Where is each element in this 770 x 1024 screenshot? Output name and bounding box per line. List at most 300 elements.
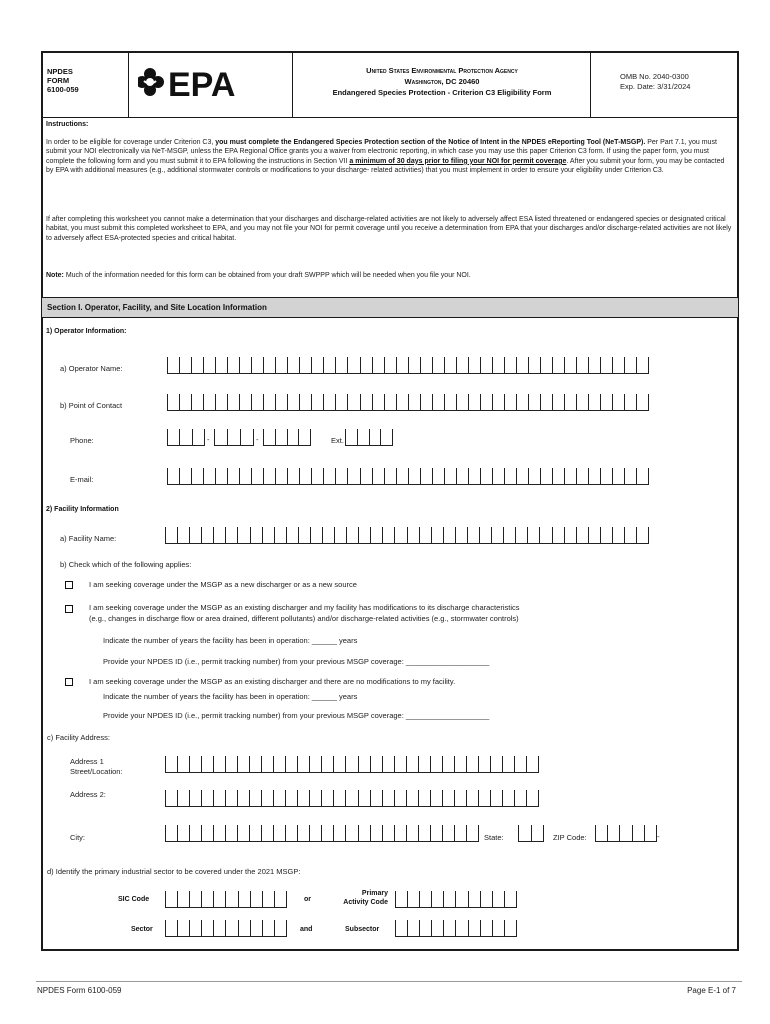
input-cell[interactable]: [421, 357, 433, 373]
input-cell[interactable]: [300, 468, 312, 484]
input-cell[interactable]: [395, 825, 407, 841]
input-cell[interactable]: [252, 468, 264, 484]
input-cell[interactable]: [419, 756, 431, 772]
input-cell[interactable]: [469, 920, 481, 936]
input-cell[interactable]: [565, 527, 577, 543]
input-cell[interactable]: [455, 756, 467, 772]
input-cell[interactable]: [202, 527, 214, 543]
input-cell[interactable]: [359, 527, 371, 543]
input-cell[interactable]: [408, 891, 420, 907]
input-cell[interactable]: [395, 527, 407, 543]
input-cell[interactable]: [371, 825, 383, 841]
input-cell[interactable]: [541, 357, 553, 373]
input-cell[interactable]: [419, 825, 431, 841]
input-cell[interactable]: [288, 468, 300, 484]
facility-name-input[interactable]: [165, 527, 649, 544]
input-cell[interactable]: [481, 468, 493, 484]
input-cell[interactable]: [601, 527, 613, 543]
input-cell[interactable]: [432, 891, 444, 907]
input-cell[interactable]: [395, 790, 407, 806]
input-cell[interactable]: [322, 756, 334, 772]
input-cell[interactable]: [553, 357, 565, 373]
input-cell[interactable]: [168, 468, 180, 484]
input-cell[interactable]: [431, 825, 443, 841]
input-cell[interactable]: [407, 756, 419, 772]
address-1-input[interactable]: [165, 756, 539, 773]
input-cell[interactable]: [445, 394, 457, 410]
input-cell[interactable]: [541, 468, 553, 484]
input-cell[interactable]: [214, 920, 226, 936]
input-cell[interactable]: [443, 790, 455, 806]
input-cell[interactable]: [348, 357, 360, 373]
input-cell[interactable]: [288, 394, 300, 410]
input-cell[interactable]: [192, 468, 204, 484]
operator-name-input[interactable]: [167, 357, 649, 374]
input-cell[interactable]: [286, 756, 298, 772]
input-cell[interactable]: [251, 920, 263, 936]
input-cell[interactable]: [214, 790, 226, 806]
input-cell[interactable]: [608, 825, 620, 841]
input-cell[interactable]: [228, 429, 241, 445]
input-cell[interactable]: [625, 527, 637, 543]
input-cell[interactable]: [251, 891, 263, 907]
input-cell[interactable]: [467, 790, 479, 806]
input-cell[interactable]: [505, 891, 517, 907]
input-cell[interactable]: [596, 825, 608, 841]
input-cell[interactable]: [553, 394, 565, 410]
input-cell[interactable]: [202, 891, 214, 907]
input-cell[interactable]: [408, 527, 420, 543]
input-cell[interactable]: [445, 357, 457, 373]
input-cell[interactable]: [178, 891, 190, 907]
input-cell[interactable]: [216, 357, 228, 373]
input-cell[interactable]: [420, 920, 432, 936]
input-cell[interactable]: [633, 825, 645, 841]
input-cell[interactable]: [286, 790, 298, 806]
input-cell[interactable]: [385, 394, 397, 410]
input-cell[interactable]: [288, 429, 300, 445]
input-cell[interactable]: [419, 790, 431, 806]
input-cell[interactable]: [347, 527, 359, 543]
input-cell[interactable]: [577, 527, 589, 543]
input-cell[interactable]: [421, 468, 433, 484]
input-cell[interactable]: [180, 468, 192, 484]
sector-input[interactable]: [165, 920, 287, 937]
input-cell[interactable]: [397, 468, 409, 484]
input-cell[interactable]: [346, 429, 358, 445]
input-cell[interactable]: [166, 756, 178, 772]
input-cell[interactable]: [409, 468, 421, 484]
input-cell[interactable]: [276, 357, 288, 373]
input-cell[interactable]: [298, 825, 310, 841]
input-cell[interactable]: [274, 790, 286, 806]
input-cell[interactable]: [385, 357, 397, 373]
input-cell[interactable]: [443, 756, 455, 772]
input-cell[interactable]: [516, 527, 528, 543]
input-cell[interactable]: [336, 468, 348, 484]
input-cell[interactable]: [216, 394, 228, 410]
input-cell[interactable]: [336, 357, 348, 373]
input-cell[interactable]: [336, 394, 348, 410]
input-cell[interactable]: [226, 527, 238, 543]
input-cell[interactable]: [515, 790, 527, 806]
input-cell[interactable]: [264, 394, 276, 410]
input-cell[interactable]: [541, 394, 553, 410]
input-cell[interactable]: [431, 790, 443, 806]
input-cell[interactable]: [529, 394, 541, 410]
email-input[interactable]: [167, 468, 649, 485]
input-cell[interactable]: [625, 357, 637, 373]
input-cell[interactable]: [481, 920, 493, 936]
input-cell[interactable]: [519, 825, 532, 841]
input-cell[interactable]: [503, 790, 515, 806]
phone-line-input[interactable]: [263, 429, 311, 446]
input-cell[interactable]: [299, 527, 311, 543]
input-cell[interactable]: [264, 468, 276, 484]
input-cell[interactable]: [168, 357, 180, 373]
input-cell[interactable]: [262, 825, 274, 841]
state-input[interactable]: [518, 825, 544, 842]
input-cell[interactable]: [192, 357, 204, 373]
input-cell[interactable]: [529, 468, 541, 484]
input-cell[interactable]: [515, 756, 527, 772]
input-cell[interactable]: [275, 891, 287, 907]
input-cell[interactable]: [373, 468, 385, 484]
input-cell[interactable]: [166, 920, 178, 936]
input-cell[interactable]: [493, 920, 505, 936]
input-cell[interactable]: [492, 527, 504, 543]
input-cell[interactable]: [322, 790, 334, 806]
input-cell[interactable]: [383, 825, 395, 841]
input-cell[interactable]: [420, 891, 432, 907]
input-cell[interactable]: [493, 394, 505, 410]
input-cell[interactable]: [274, 825, 286, 841]
input-cell[interactable]: [620, 825, 632, 841]
input-cell[interactable]: [312, 394, 324, 410]
input-cell[interactable]: [166, 891, 178, 907]
input-cell[interactable]: [334, 756, 346, 772]
input-cell[interactable]: [262, 790, 274, 806]
input-cell[interactable]: [396, 891, 408, 907]
input-cell[interactable]: [433, 357, 445, 373]
input-cell[interactable]: [226, 891, 238, 907]
input-cell[interactable]: [383, 790, 395, 806]
input-cell[interactable]: [361, 468, 373, 484]
input-cell[interactable]: [469, 468, 481, 484]
input-cell[interactable]: [263, 527, 275, 543]
input-cell[interactable]: [493, 891, 505, 907]
input-cell[interactable]: [299, 429, 311, 445]
input-cell[interactable]: [346, 790, 358, 806]
input-cell[interactable]: [457, 468, 469, 484]
phone-ext-input[interactable]: [345, 429, 393, 446]
input-cell[interactable]: [371, 756, 383, 772]
input-cell[interactable]: [264, 357, 276, 373]
input-cell[interactable]: [166, 825, 178, 841]
input-cell[interactable]: [527, 790, 539, 806]
input-cell[interactable]: [456, 920, 468, 936]
input-cell[interactable]: [467, 756, 479, 772]
input-cell[interactable]: [288, 357, 300, 373]
input-cell[interactable]: [409, 357, 421, 373]
input-cell[interactable]: [493, 357, 505, 373]
input-cell[interactable]: [226, 790, 238, 806]
input-cell[interactable]: [432, 527, 444, 543]
input-cell[interactable]: [565, 394, 577, 410]
input-cell[interactable]: [348, 394, 360, 410]
input-cell[interactable]: [311, 527, 323, 543]
input-cell[interactable]: [276, 468, 288, 484]
input-cell[interactable]: [540, 527, 552, 543]
input-cell[interactable]: [613, 527, 625, 543]
input-cell[interactable]: [407, 790, 419, 806]
input-cell[interactable]: [180, 429, 192, 445]
input-cell[interactable]: [589, 527, 601, 543]
input-cell[interactable]: [168, 394, 180, 410]
input-cell[interactable]: [371, 790, 383, 806]
input-cell[interactable]: [373, 357, 385, 373]
input-cell[interactable]: [625, 468, 637, 484]
input-cell[interactable]: [457, 357, 469, 373]
input-cell[interactable]: [444, 527, 456, 543]
phone-area-code-input[interactable]: [167, 429, 205, 446]
input-cell[interactable]: [275, 527, 287, 543]
input-cell[interactable]: [300, 394, 312, 410]
input-cell[interactable]: [178, 825, 190, 841]
input-cell[interactable]: [262, 756, 274, 772]
input-cell[interactable]: [517, 394, 529, 410]
input-cell[interactable]: [503, 756, 515, 772]
input-cell[interactable]: [601, 394, 613, 410]
input-cell[interactable]: [166, 527, 178, 543]
input-cell[interactable]: [335, 527, 347, 543]
input-cell[interactable]: [324, 357, 336, 373]
input-cell[interactable]: [361, 394, 373, 410]
input-cell[interactable]: [444, 891, 456, 907]
input-cell[interactable]: [421, 394, 433, 410]
input-cell[interactable]: [469, 357, 481, 373]
input-cell[interactable]: [493, 468, 505, 484]
input-cell[interactable]: [445, 468, 457, 484]
input-cell[interactable]: [202, 920, 214, 936]
input-cell[interactable]: [481, 891, 493, 907]
input-cell[interactable]: [190, 527, 202, 543]
input-cell[interactable]: [361, 357, 373, 373]
input-cell[interactable]: [625, 394, 637, 410]
zip-input[interactable]: [595, 825, 657, 842]
input-cell[interactable]: [565, 357, 577, 373]
input-cell[interactable]: [528, 527, 540, 543]
input-cell[interactable]: [371, 527, 383, 543]
input-cell[interactable]: [431, 756, 443, 772]
input-cell[interactable]: [214, 756, 226, 772]
input-cell[interactable]: [469, 394, 481, 410]
input-cell[interactable]: [178, 756, 190, 772]
input-cell[interactable]: [396, 920, 408, 936]
input-cell[interactable]: [529, 357, 541, 373]
input-cell[interactable]: [517, 357, 529, 373]
input-cell[interactable]: [312, 357, 324, 373]
input-cell[interactable]: [238, 825, 250, 841]
input-cell[interactable]: [407, 825, 419, 841]
input-cell[interactable]: [202, 756, 214, 772]
input-cell[interactable]: [359, 756, 371, 772]
input-cell[interactable]: [565, 468, 577, 484]
input-cell[interactable]: [433, 394, 445, 410]
sic-code-input[interactable]: [165, 891, 287, 908]
input-cell[interactable]: [324, 468, 336, 484]
input-cell[interactable]: [385, 468, 397, 484]
input-cell[interactable]: [226, 756, 238, 772]
input-cell[interactable]: [214, 891, 226, 907]
input-cell[interactable]: [532, 825, 545, 841]
point-of-contact-input[interactable]: [167, 394, 649, 411]
input-cell[interactable]: [432, 920, 444, 936]
input-cell[interactable]: [250, 825, 262, 841]
input-cell[interactable]: [178, 527, 190, 543]
input-cell[interactable]: [601, 357, 613, 373]
input-cell[interactable]: [214, 825, 226, 841]
input-cell[interactable]: [359, 825, 371, 841]
input-cell[interactable]: [505, 920, 517, 936]
input-cell[interactable]: [397, 394, 409, 410]
input-cell[interactable]: [214, 527, 226, 543]
input-cell[interactable]: [395, 756, 407, 772]
input-cell[interactable]: [348, 468, 360, 484]
input-cell[interactable]: [444, 920, 456, 936]
input-cell[interactable]: [275, 920, 287, 936]
input-cell[interactable]: [491, 790, 503, 806]
input-cell[interactable]: [481, 394, 493, 410]
existing-unmodified-checkbox[interactable]: [65, 678, 73, 686]
input-cell[interactable]: [381, 429, 393, 445]
input-cell[interactable]: [166, 790, 178, 806]
input-cell[interactable]: [251, 527, 263, 543]
primary-activity-code-input[interactable]: [395, 891, 517, 908]
input-cell[interactable]: [443, 825, 455, 841]
input-cell[interactable]: [263, 920, 275, 936]
input-cell[interactable]: [613, 357, 625, 373]
input-cell[interactable]: [456, 527, 468, 543]
subsector-input[interactable]: [395, 920, 517, 937]
input-cell[interactable]: [358, 429, 370, 445]
input-cell[interactable]: [252, 394, 264, 410]
input-cell[interactable]: [505, 468, 517, 484]
input-cell[interactable]: [637, 394, 649, 410]
input-cell[interactable]: [505, 357, 517, 373]
input-cell[interactable]: [455, 825, 467, 841]
input-cell[interactable]: [178, 920, 190, 936]
input-cell[interactable]: [276, 429, 288, 445]
input-cell[interactable]: [228, 394, 240, 410]
input-cell[interactable]: [298, 790, 310, 806]
input-cell[interactable]: [504, 527, 516, 543]
input-cell[interactable]: [202, 825, 214, 841]
input-cell[interactable]: [252, 357, 264, 373]
input-cell[interactable]: [241, 429, 254, 445]
input-cell[interactable]: [408, 920, 420, 936]
input-cell[interactable]: [409, 394, 421, 410]
input-cell[interactable]: [180, 357, 192, 373]
address-2-input[interactable]: [165, 790, 539, 807]
input-cell[interactable]: [420, 527, 432, 543]
input-cell[interactable]: [239, 920, 251, 936]
phone-prefix-input[interactable]: [214, 429, 254, 446]
input-cell[interactable]: [324, 394, 336, 410]
input-cell[interactable]: [238, 527, 250, 543]
input-cell[interactable]: [359, 790, 371, 806]
input-cell[interactable]: [637, 527, 649, 543]
input-cell[interactable]: [204, 357, 216, 373]
input-cell[interactable]: [456, 891, 468, 907]
input-cell[interactable]: [469, 891, 481, 907]
input-cell[interactable]: [264, 429, 276, 445]
input-cell[interactable]: [250, 756, 262, 772]
input-cell[interactable]: [468, 527, 480, 543]
input-cell[interactable]: [240, 468, 252, 484]
input-cell[interactable]: [286, 825, 298, 841]
input-cell[interactable]: [553, 468, 565, 484]
input-cell[interactable]: [334, 790, 346, 806]
input-cell[interactable]: [168, 429, 180, 445]
input-cell[interactable]: [274, 756, 286, 772]
input-cell[interactable]: [180, 394, 192, 410]
input-cell[interactable]: [226, 920, 238, 936]
input-cell[interactable]: [601, 468, 613, 484]
input-cell[interactable]: [310, 756, 322, 772]
input-cell[interactable]: [202, 790, 214, 806]
input-cell[interactable]: [204, 468, 216, 484]
input-cell[interactable]: [298, 756, 310, 772]
input-cell[interactable]: [216, 468, 228, 484]
input-cell[interactable]: [178, 790, 190, 806]
input-cell[interactable]: [613, 468, 625, 484]
input-cell[interactable]: [192, 394, 204, 410]
input-cell[interactable]: [228, 357, 240, 373]
input-cell[interactable]: [240, 357, 252, 373]
input-cell[interactable]: [240, 394, 252, 410]
input-cell[interactable]: [613, 394, 625, 410]
input-cell[interactable]: [480, 527, 492, 543]
input-cell[interactable]: [645, 825, 657, 841]
input-cell[interactable]: [589, 357, 601, 373]
input-cell[interactable]: [346, 825, 358, 841]
input-cell[interactable]: [228, 468, 240, 484]
input-cell[interactable]: [310, 790, 322, 806]
input-cell[interactable]: [479, 756, 491, 772]
input-cell[interactable]: [553, 527, 565, 543]
new-discharger-checkbox[interactable]: [65, 581, 73, 589]
input-cell[interactable]: [467, 825, 479, 841]
existing-modified-checkbox[interactable]: [65, 605, 73, 613]
input-cell[interactable]: [193, 429, 205, 445]
input-cell[interactable]: [589, 394, 601, 410]
input-cell[interactable]: [250, 790, 262, 806]
input-cell[interactable]: [238, 790, 250, 806]
input-cell[interactable]: [397, 357, 409, 373]
input-cell[interactable]: [322, 825, 334, 841]
input-cell[interactable]: [204, 394, 216, 410]
input-cell[interactable]: [517, 468, 529, 484]
input-cell[interactable]: [276, 394, 288, 410]
input-cell[interactable]: [577, 357, 589, 373]
input-cell[interactable]: [310, 825, 322, 841]
input-cell[interactable]: [190, 920, 202, 936]
input-cell[interactable]: [383, 756, 395, 772]
input-cell[interactable]: [457, 394, 469, 410]
input-cell[interactable]: [370, 429, 382, 445]
input-cell[interactable]: [589, 468, 601, 484]
